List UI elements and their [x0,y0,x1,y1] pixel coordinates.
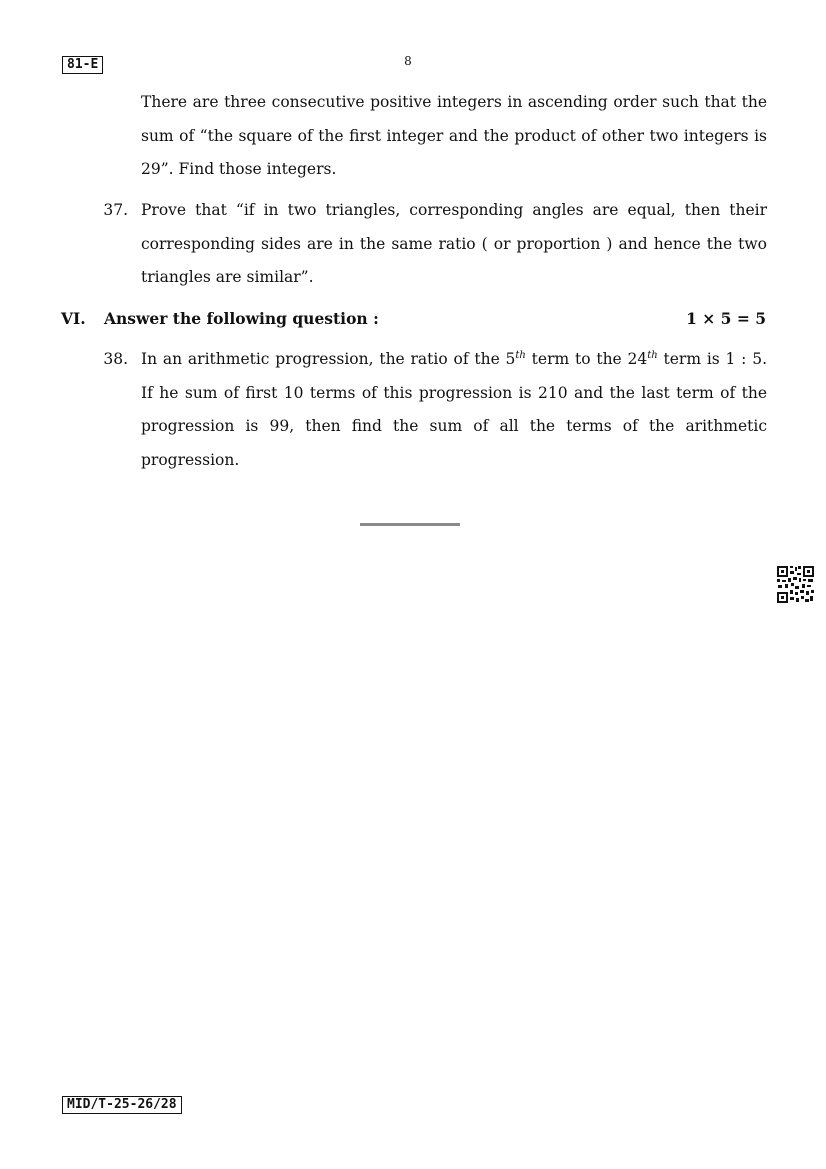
end-of-paper-rule [360,523,460,526]
series-code-badge: MID/T-25-26/28 [62,1096,182,1114]
section-number: VI. [61,309,86,328]
section-title: Answer the following question : [104,309,379,328]
paper-code-badge: 81-E [62,56,103,74]
question-37-text: Prove that “if in two triangles, corresponding angles are equal, then their corresponding sides are in the same ratio ( or proportion ) and hence the two triangles are similar”. [141,201,767,286]
question-38-text-part-1: In an arithmetic progression, the ratio of the 5 [141,350,516,368]
question-38-text-part-2: term to the 24 [525,350,648,368]
qr-code-icon [776,565,815,604]
question-38-text [141,343,767,477]
page-number: 8 [404,54,412,68]
question-36-continued-text: There are three consecutive positive integers in ascending order such that the sum of “the square of the first integer and the product of other two integers is 29”. Find those integers. [141,93,767,178]
question-38-number: 38. [103,350,128,368]
superscript-th-2: th [647,349,658,361]
question-38-text-part-3: term is 1 : 5. If he sum of first 10 terms of this progression is 210 and the last term of the progression is 99, then find the sum of all the terms of the arithmetic progression. [141,350,767,469]
section-marks: 1 × 5 = 5 [686,309,766,328]
superscript-th-1: th [515,349,526,361]
question-37-number: 37. [103,201,128,219]
